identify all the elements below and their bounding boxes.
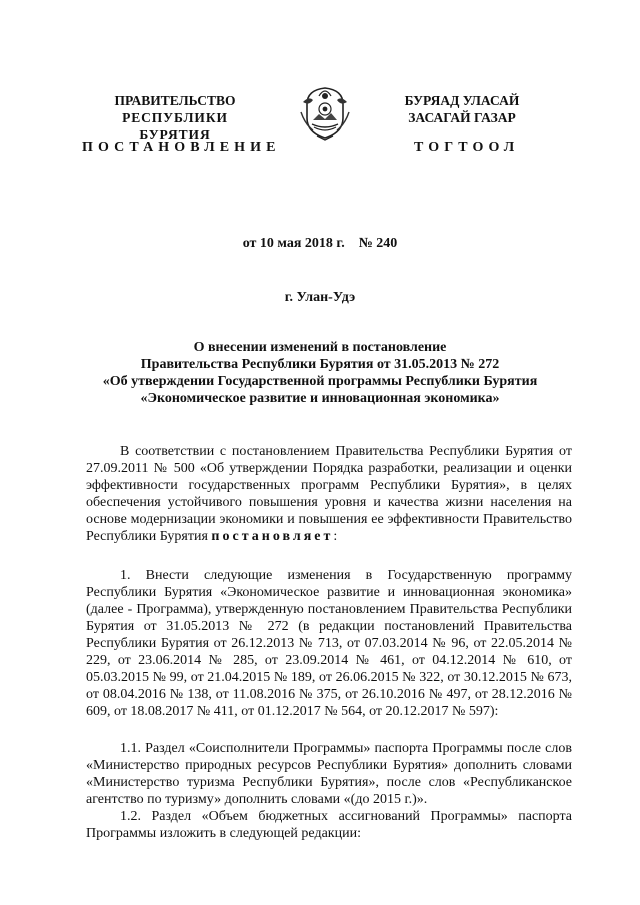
doc-type-left: ПОСТАНОВЛЕНИЕ [82,140,281,155]
doc-type-right: ТОГТООЛ [414,140,520,155]
title-line1: О внесении изменений в постановление [193,340,447,355]
header-right-line2: ЗАСАГАЙ ГАЗАР [408,110,516,125]
item-1-text: 1. Внести следующие изменения в Государственную программу Республики Бурятия «Экономическое развитие и инновационная экономика» (далее - Программа), утвержденную постановлением Правительства Республики Бурятия от 31.05.2013 № 272 (в редакции постановлений Правительства Республики Бурятия от 26.12.2013 № 713, от 07.03.2014 № 96, от 22.05.2014 № 229, от 23.06.2014 № 285, от 23.09.2014 № 461, от 04.12.2014 № 610, от 05.03.2015 № 99, от 21.04.2015 № 189, от 26.06.2015 № 322, от 30.12.2015 № 673, от 08.04.2016 № 138, от 11.08.2016 № 375, от 26.10.2016 № 497, от 28.12.2016 № 609, от 18.08.2017 № 411, от 01.12.2017 № 564, от 20.12.2017 № 597): [86,568,572,719]
title-line3: «Об утверждении Государственной программы Республики Бурятия [102,374,538,389]
paragraph-preamble [86,443,572,545]
document-date: от 10 мая 2018 г. [242,236,345,251]
paragraph-item-1-1 [86,740,572,808]
item-1-2-text: 1.2. Раздел «Объем бюджетных ассигнований Программы» паспорта Программы изложить в следующей редакции: [86,809,572,841]
header-left-line1: ПРАВИТЕЛЬСТВО [114,93,236,108]
document-number: № 240 [358,236,398,251]
title-line4: «Экономическое развитие и инновационная экономика» [140,391,500,406]
header-left [86,92,264,143]
title-line2: Правительства Республики Бурятия от 31.05.2013 № 272 [140,357,500,372]
document-title [60,339,580,407]
paragraph-item-1-2 [86,808,572,842]
header-right [378,92,546,126]
coat-of-arms-icon [299,82,351,142]
date-line [0,236,640,252]
item-1-1-text: 1.1. Раздел «Соисполнители Программы» паспорта Программы после слов «Министерство природных ресурсов Республики Бурятия» дополнить словами «Министерство туризма Республики Бурятия», после слов «Республиканское агентство по туризму» дополнить словами «(до 2015 г.)». [86,741,572,807]
preamble-text: В соответствии с постановлением Правительства Республики Бурятия от 27.09.2011 № 500 «Об утверждении Порядка разработки, реализации и оценки эффективности государственных программ Республики Бурятия», в целях обеспечения устойчивого повышения уровня и качества жизни населения на основе модернизации экономики и повышения ее эффективности Правительство Республики Бурятия [86,444,572,544]
decree-word: постановляет [211,529,334,544]
paragraph-item-1 [86,567,572,720]
city: г. Улан-Удэ [284,290,356,305]
header-left-line2: РЕСПУБЛИКИ БУРЯТИЯ [122,110,228,142]
header-right-line1: БУРЯАД УЛАСАЙ [404,93,520,108]
preamble-end: : [333,529,338,544]
